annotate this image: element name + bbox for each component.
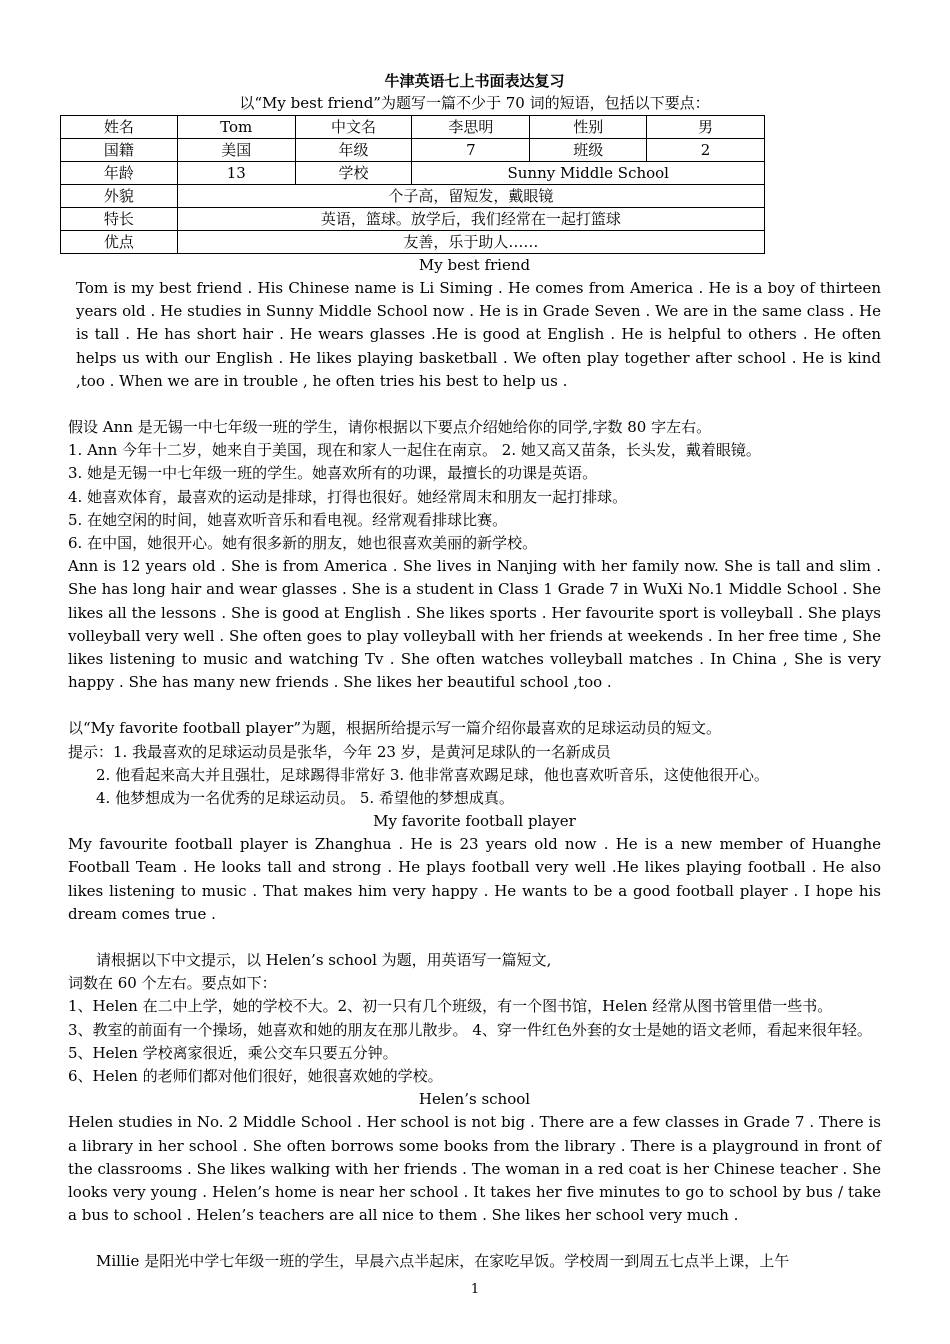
document-title: 牛津英语七上书面表达复习 [384, 72, 565, 90]
table-row [61, 162, 765, 185]
task4-points: 3、教室的前面有一个操场，她喜欢和她的朋友在那儿散步。 4、穿一件红色外套的女士是她的语文老师，看起来很年轻。 5、Helen 学校离家很近，乘公交车只要五分钟。 [68, 1020, 872, 1062]
table-cell: 优点 [61, 231, 178, 254]
task2-point: 5. 在她空闲的时间，她喜欢听音乐和看电视。经常观看排球比赛。 [68, 510, 508, 529]
task4-points: 6、Helen 的老师们都对他们很好，她很喜欢她的学校。 [68, 1067, 443, 1086]
task2-point: 4. 她喜欢体育，最喜欢的运动是排球，打得也很好。她经常周末和朋友一起打排球。 [68, 487, 628, 506]
task3-hint: 2. 他看起来高大并且强壮，足球踢得非常好 3. 他非常喜欢踢足球，他也喜欢听音乐，这使他很开心。 [96, 765, 769, 784]
essay3-title: My favorite football player [373, 812, 576, 831]
table-cell: 中文名 [295, 116, 412, 139]
table-cell: 个子高，留短发，戴眼镜 [177, 185, 764, 208]
task4-points: 1、Helen 在二中上学，她的学校不大。2、初一只有几个班级，有一个图书馆，Helen 经常从图书管里借一些书。 [68, 997, 833, 1016]
essay1-title: My best friend [418, 256, 531, 274]
essay2-body: Ann is 12 years old . She is from America . She lives in Nanjing with her family now. She is tall and slim . She has long hair and wear glasses . She is a student in Class 1 Grade 7 in WuXi No.1 Middle School . She likes all the lessons . She is good at English . She likes sports . Her favourite sport is volleyball . She plays volleyball very well . She often goes to play volleyball with her friends at weekends . In her free time , She likes listening to music and watching Tv . She often watches volleyball matches . In China , She is very happy . She has many new friends . She likes her beautiful school ,too . [68, 557, 881, 692]
table-cell: 7 [412, 139, 530, 162]
table-cell: 姓名 [61, 116, 178, 139]
task4-prompt: 请根据以下中文提示，以 Helen’s school 为题，用英语写一篇短文, [96, 951, 552, 970]
table-cell: 学校 [295, 162, 412, 185]
table-cell: 李思明 [412, 116, 530, 139]
document-page [68, 68, 881, 1274]
essay4-title: Helen’s school [418, 1090, 531, 1109]
task2-point: 6. 在中国，她很开心。她有很多新的朋友，她也很喜欢美丽的新学校。 [68, 534, 538, 553]
table-cell: 特长 [61, 208, 178, 231]
table-cell: 国籍 [61, 139, 178, 162]
table-cell: 男 [647, 116, 765, 139]
table-cell: 班级 [530, 139, 647, 162]
task3-hint: 提示：1. 我最喜欢的足球运动员是张华，今年 23 岁，是黄河足球队的一名新成员 [68, 742, 611, 761]
table-cell: 13 [177, 162, 295, 185]
table-cell: 性别 [530, 116, 647, 139]
info-table [60, 115, 765, 254]
task1-prompt: 以“My best friend”为题写一篇不少于 70 词的短语，包括以下要点： [239, 94, 710, 112]
task3-hint: 4. 他梦想成为一名优秀的足球运动员。 5. 希望他的梦想成真。 [96, 789, 514, 808]
essay4-body: Helen studies in No. 2 Middle School . Her school is not big . There are a few classes in Grade 7 . There is a library in her school . She often borrows some books from the library . There is a playground in front of the classrooms . She likes walking with her friends . The woman in a red coat is her Chinese teacher . She looks very young . Helen’s home is near her school . It takes her five minutes to go to school by bus / take a bus to school . Helen’s teachers are all nice to them . She likes her school very much . [68, 1113, 881, 1225]
essay1-body: Tom is my best friend . His Chinese name is Li Siming . He comes from America . He is a boy of thirteen years old . He studies in Sunny Middle School now . He is in Grade Seven . We are in the same class . He is tall . He has short hair . He wears glasses .He is good at English . He is helpful to others . He often helps us with our English . He likes playing basketball . We often play together after school . He is kind ,too . When we are in trouble , he often tries his best to help us . [76, 279, 881, 390]
table-row [61, 231, 765, 254]
table-row [61, 185, 765, 208]
table-cell: 友善，乐于助人…… [177, 231, 764, 254]
table-cell: 2 [647, 139, 765, 162]
essay3-body: My favourite football player is Zhanghua . He is 23 years old now . He is a new member of Huanghe Football Team . He looks tall and strong . He plays football very well .He likes playing football . He also likes listening to music . That makes him very happy . He wants to be a good football player . I hope his dream comes true . [68, 835, 881, 923]
table-row [61, 208, 765, 231]
table-row [61, 139, 765, 162]
table-cell: Tom [177, 116, 295, 139]
table-cell: 英语，篮球。放学后，我们经常在一起打篮球 [177, 208, 764, 231]
table-cell: 年龄 [61, 162, 178, 185]
table-row [61, 116, 765, 139]
page-number: 1 [470, 1282, 480, 1297]
task2-point: 1. Ann 今年十二岁，她来自于美国，现在和家人一起住在南京。 2. 她又高又苗条，长头发，戴着眼镜。 [68, 441, 761, 460]
table-cell: Sunny Middle School [412, 162, 765, 185]
task3-prompt: 以“My favorite football player”为题，根据所给提示写一篇介绍你最喜欢的足球运动员的短文。 [68, 719, 721, 738]
table-cell: 美国 [177, 139, 295, 162]
table-cell: 外貌 [61, 185, 178, 208]
task5-prompt: Millie 是阳光中学七年级一班的学生，早晨六点半起床，在家吃早饭。学校周一到周五七点半上课，上午 [96, 1252, 790, 1271]
task4-prompt: 词数在 60 个左右。要点如下： [68, 974, 277, 993]
task2-prompt: 假设 Ann 是无锡一中七年级一班的学生，请你根据以下要点介绍她给你的同学,字数 80 字左右。 [68, 418, 712, 437]
task2-point: 3. 她是无锡一中七年级一班的学生。她喜欢所有的功课，最擅长的功课是英语。 [68, 464, 598, 483]
table-cell: 年级 [295, 139, 412, 162]
